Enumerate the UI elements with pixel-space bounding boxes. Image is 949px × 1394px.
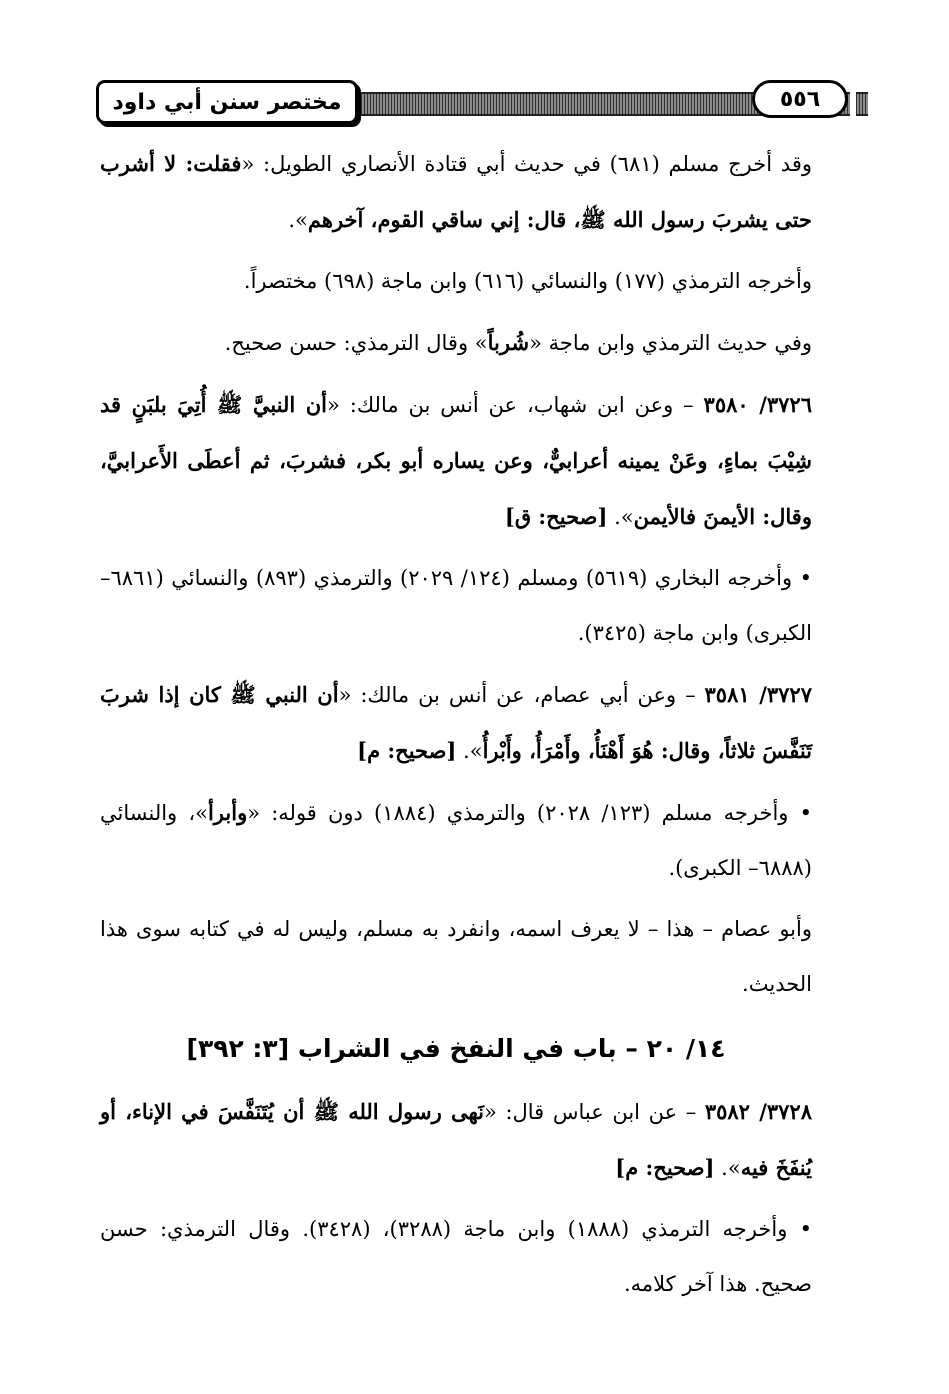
bold-text-segment: ٣٧٢٧/ ٣٥٨١	[704, 682, 812, 707]
bold-text-segment: ٣٧٢٦/ ٣٥٨٠	[703, 392, 812, 417]
bold-text-segment: [صحيح: م]	[357, 738, 457, 763]
paragraph-p8	[100, 902, 812, 1012]
bold-text-segment: نَهى رسول الله ﷺ أن يُتَنَفَّسَ في الإناء، أو يُنفَخَ فيه	[100, 1099, 812, 1180]
page-body	[100, 136, 812, 1312]
text-segment: »، والنسائي (٦٨٨٨– الكبرى).	[100, 801, 812, 880]
text-segment: • وأخرجه البخاري (٥٦١٩) ومسلم (١٢٤/ ٢٠٢٩) والترمذي (٨٩٣) والنسائي (٦٨٦١– الكبرى) وابن ماجة (٣٤٢٥).	[100, 566, 812, 645]
text-segment: ».	[288, 208, 308, 232]
paragraph-p6	[100, 667, 812, 779]
text-segment: – وعن أبي عصام، عن أنس بن مالك: «	[338, 683, 705, 707]
bold-text-segment: فقلت: لا أشرب حتى يشربَ رسول الله ﷺ، قال: إني ساقي القوم، آخرهم	[100, 151, 812, 232]
bold-text-segment: [صحيح: ق]	[504, 504, 608, 529]
paragraph-group-after-chapter	[100, 1084, 812, 1312]
text-segment: – وعن ابن شهاب، عن أنس بن مالك: «	[327, 393, 704, 417]
paragraph-p7	[100, 785, 812, 896]
text-segment: » وقال الترمذي: حسن صحيح.	[224, 331, 488, 355]
bold-text-segment: أن النبي ﷺ كان إذا شربَ تَنَفَّسَ ثلاثاً، وقال: هُوَ أَهْنَأُ، وأَمْرَأُ، وأَبْرأُ	[100, 682, 812, 763]
paragraph-p4	[100, 377, 812, 545]
text-segment: • وأخرجه الترمذي (١٨٨٨) وابن ماجة (٣٢٨٨)، (٣٤٢٨). وقال الترمذي: حسن صحيح. هذا آخر كلامه.	[100, 1217, 813, 1296]
paragraph-group-before-chapter	[100, 136, 812, 1012]
header-ornament-right	[856, 92, 868, 116]
text-segment: وقد أخرج مسلم (٦٨١) في حديث أبي قتادة الأنصاري الطويل: «	[241, 152, 813, 176]
book-title: مختصر سنن أبي داود	[112, 89, 342, 115]
text-segment: – عن ابن عباس قال: «	[484, 1100, 705, 1124]
text-segment: وفي حديث الترمذي وابن ماجة «	[529, 331, 812, 355]
text-segment: ».	[607, 505, 634, 529]
page-number-box	[752, 80, 848, 118]
paragraph-p2	[100, 254, 812, 309]
text-segment: وأبو عصام – هذا – لا يعرف اسمه، وانفرد به مسلم، وليس له في كتابه سوى هذا الحديث.	[100, 917, 812, 996]
page-header	[96, 80, 868, 130]
text-segment: • وأخرجه مسلم (١٢٣/ ٢٠٢٨) والترمذي (١٨٨٤) دون قوله: «	[247, 801, 812, 825]
bold-text-segment: أن النبيَّ ﷺ أُتِيَ بلبَنٍ قد شِيْبَ بماءٍ، وعَنْ يمينه أعرابيٌّ، وعن يساره أبو بكر، فشربَ، ثم أعطَى الأَعرابيَّ، وقال: الأيمنَ فالأيمن	[100, 392, 812, 529]
paragraph-p1	[100, 136, 812, 248]
bold-text-segment: وأبرأ	[207, 800, 248, 825]
chapter-heading: ١٤/ ٢٠ – باب في النفخ في الشراب [٣: ٣٩٢]	[186, 1034, 726, 1063]
paragraph-p10	[100, 1202, 812, 1312]
paragraph-p5	[100, 551, 812, 661]
page-number: ٥٥٦	[779, 86, 821, 112]
text-segment: وأخرجه الترمذي (١٧٧) والنسائي (٦١٦) وابن ماجة (٦٩٨) مختصراً.	[243, 269, 812, 293]
paragraph-p3	[100, 315, 812, 371]
bold-text-segment: ٣٧٢٨/ ٣٥٨٢	[704, 1099, 812, 1124]
text-segment: ».	[714, 1156, 741, 1180]
text-segment: ».	[456, 739, 483, 763]
bold-text-segment: شُرباً	[487, 330, 530, 355]
paragraph-p9	[100, 1084, 812, 1196]
book-title-box	[96, 80, 358, 124]
bold-text-segment: [صحيح: م]	[615, 1155, 715, 1180]
